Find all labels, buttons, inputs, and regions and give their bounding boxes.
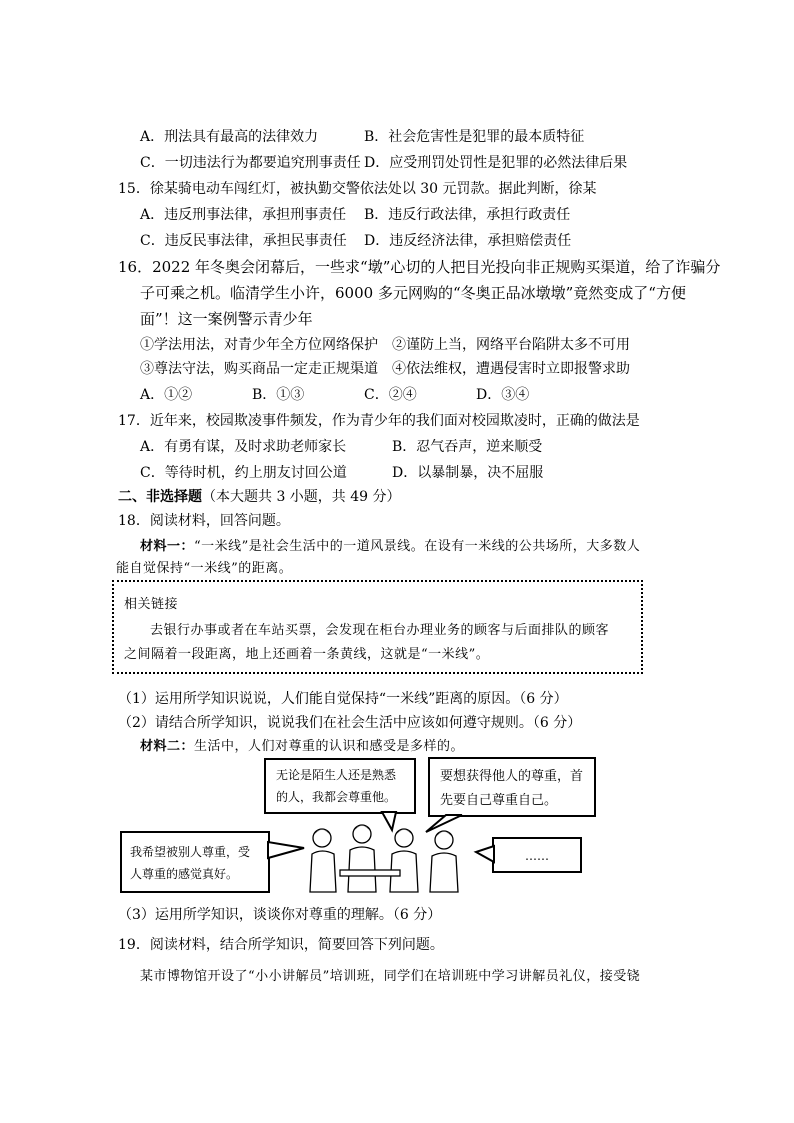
student-4-head <box>435 831 453 849</box>
speech-bubble-2: 要想获得他人的尊重，首先要自己尊重自己。 <box>428 757 596 817</box>
q15-option-b: B．违反行政法律，承担行政责任 <box>364 207 571 223</box>
q15-stem: 15．徐某骑电动车闯红灯，被执勤交警依法处以 30 元罚款。据此判断，徐某 <box>118 181 597 197</box>
related-link-text-line2: 之间隔着一段距离，地上还画着一条黄线，这就是“一米线”。 <box>124 647 490 662</box>
q17-option-c: C．等待时机，约上朋友讨回公道 <box>140 465 347 481</box>
student-3-head <box>395 829 413 847</box>
q16-item-2: ②谨防上当，网络平台陷阱太多不可用 <box>392 337 630 353</box>
q18-sub-question-2: （2）请结合所学知识，说说我们在社会生活中应该如何遵守规则。（6 分） <box>118 715 582 731</box>
q17-option-d: D．以暴制暴，决不屈服 <box>392 465 544 481</box>
section-note: （本大题共 3 小题，共 49 分） <box>202 489 401 505</box>
material-2-text: 生活中，人们对尊重的认识和感受是多样的。 <box>194 739 465 754</box>
q15-option-a: A．违反刑事法律，承担刑事责任 <box>140 207 347 223</box>
q18-sub-question-3: （3）运用所学知识，谈谈你对尊重的理解。（6 分） <box>118 907 442 923</box>
q18-stem: 18．阅读材料，回答问题。 <box>118 513 290 529</box>
q14-option-b: B．社会危害性是犯罪的最本质特征 <box>364 129 585 145</box>
q16-item-3: ③尊法守法，购买商品一定走正规渠道 <box>140 361 378 377</box>
student-1-head <box>313 829 331 847</box>
bubble-3-tail <box>268 842 304 858</box>
speech-bubble-3: 我希望被别人尊重，受人尊重的感觉真好。 <box>120 831 270 893</box>
student-1-body <box>310 851 336 892</box>
speech-bubble-4: …… <box>492 837 582 873</box>
q14-option-c: C．一切违法行为都要追究刑事责任 <box>140 155 361 171</box>
material-1-label: 材料一： <box>140 539 195 554</box>
q14-option-a: A．刑法具有最高的法律效力 <box>140 129 319 145</box>
q16-item-4: ④依法维权，遭遇侵害时立即报警求助 <box>392 361 630 377</box>
student-2-head <box>353 825 371 843</box>
material-1-text: “一米线”是社会生活中的一道风景线。在设有一米线的公共场所，大多数人 <box>194 539 641 554</box>
q16-option-b: B．①③ <box>252 387 305 403</box>
q16-option-d: D．③④ <box>476 387 530 403</box>
q17-stem: 17．近年来，校园欺凌事件频发，作为青少年的我们面对校园欺凌时，正确的做法是 <box>118 413 640 429</box>
q16-item-1: ①学法用法，对青少年全方位网络保护 <box>140 337 378 353</box>
q19-stem: 19．阅读材料，结合所学知识，简要回答下列问题。 <box>118 937 444 953</box>
q18-sub-question-1: （1）运用所学知识说说，人们能自觉保持“一米线”距离的原因。（6 分） <box>118 691 568 707</box>
material-2-label: 材料二： <box>140 739 195 754</box>
q16-stem-line2: 子可乘之机。临清学生小许，6000 多元网购的“冬奥正品冰墩墩”竟然变成了“方便 <box>140 284 686 302</box>
section-title: 二、非选择题 <box>118 489 202 505</box>
student-4-body <box>430 853 458 892</box>
q16-stem-line3: 面”！这一案例警示青少年 <box>140 310 313 328</box>
q18-material-1-line2: 能自觉保持“一米线”的距离。 <box>116 561 293 576</box>
related-link-text-line1: 去银行办事或者在车站买票，会发现在柜台办理业务的顾客与后面排队的顾客 <box>150 623 610 638</box>
q19-material-line1: 某市博物馆开设了“小小讲解员”培训班，同学们在培训班中学习讲解员礼仪，接受铙 <box>140 969 641 984</box>
q15-option-d: D．违反经济法律，承担赔偿责任 <box>364 233 572 249</box>
q16-option-c: C．②④ <box>364 387 417 403</box>
related-link-title: 相关链接 <box>124 597 179 612</box>
speech-bubble-1: 无论是陌生人还是熟悉的人，我都会尊重他。 <box>264 758 416 814</box>
students-illustration <box>300 822 466 894</box>
q16-stem-line1: 16．2022 年冬奥会闭幕后，一些求“墩”心切的人把目光投向非正规购买渠道，给了诈骗分 <box>118 258 721 276</box>
q15-option-c: C．违反民事法律，承担民事责任 <box>140 233 347 249</box>
q17-option-b: B．忍气吞声，逆来顺受 <box>392 439 543 455</box>
q14-option-d: D．应受刑罚处罚性是犯罪的必然法律后果 <box>364 155 628 171</box>
q16-option-a: A．①② <box>140 387 193 403</box>
book <box>340 870 400 876</box>
bubble-4-tail <box>476 846 494 862</box>
q17-option-a: A．有勇有谋，及时求助老师家长 <box>140 439 347 455</box>
